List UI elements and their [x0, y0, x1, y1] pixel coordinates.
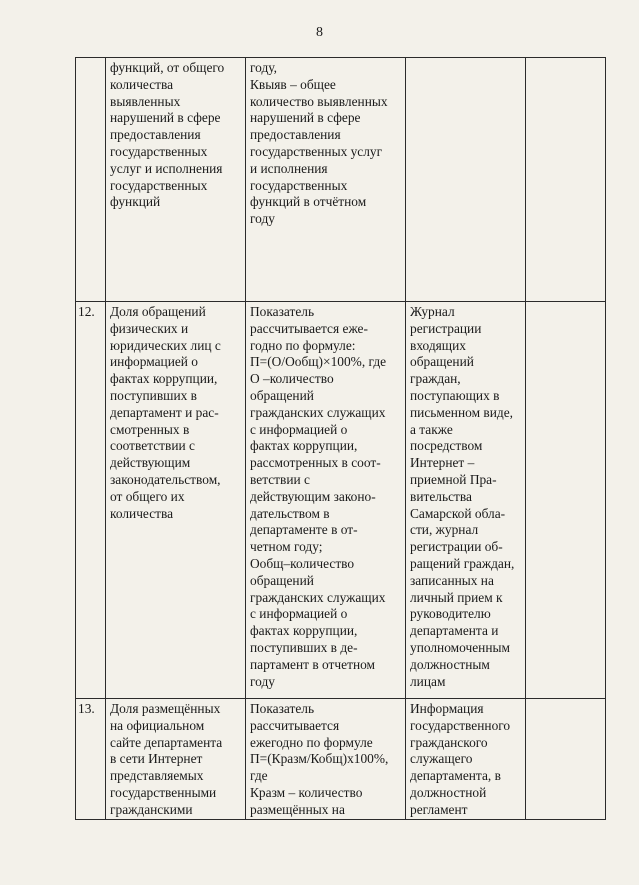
page-number: 8: [316, 25, 323, 40]
source-cell: [406, 58, 526, 302]
extra-cell: [526, 302, 606, 699]
formula-cell: Показатель рассчитывается еже- годно по формуле: П=(О/Ообщ)×100%, где О –количество обращений гражданских служащих с информацией о фактах коррупции, рассмотренных в соот- ветствии с действующим законо- дательством в департаменте в от- четном году; Ообщ–количество обращений гражданских служащих с информацией о фактах коррупции, поступивших в де- партамент в отчетном году: [246, 302, 406, 699]
source-cell: Информация государственного гражданского служащего департамента, в должностной регламент: [406, 699, 526, 820]
row-number-cell: 12.: [76, 302, 106, 699]
table-row: [76, 699, 606, 820]
indicator-name-cell: Доля размещённых на официальном сайте департамента в сети Интернет представляемых государственными гражданскими: [106, 699, 246, 820]
indicator-name-cell: Доля обращений физических и юридических лиц с информацией о фактах коррупции, поступивших в департамент и рас- смотренных в соответствии с действующим законодательством, от общего их количества: [106, 302, 246, 699]
formula-cell: году, Квыяв – общее количество выявленных нарушений в сфере предоставления государственных услуг и исполнения государственных функций в отчётном году: [246, 58, 406, 302]
extra-cell: [526, 699, 606, 820]
row-number-cell: 13.: [76, 699, 106, 820]
table-row: [76, 302, 606, 699]
row-number-cell: [76, 58, 106, 302]
indicator-name-cell: функций, от общего количества выявленных нарушений в сфере предоставления государственных услуг и исполнения государственных функций: [106, 58, 246, 302]
formula-cell: Показатель рассчитывается ежегодно по формуле П=(Кразм/Кобщ)х100%, где Кразм – количество размещённых на: [246, 699, 406, 820]
source-cell: Журнал регистрации входящих обращений граждан, поступающих в письменном виде, а также посредством Интернет – приемной Пра- вительства Самарской обла- сти, журнал регистрации об- ращений граждан, записанных на личный прием к руководителю департамента и уполномоченным должностным лицам: [406, 302, 526, 699]
indicators-table: [75, 57, 606, 820]
table-row: [76, 58, 606, 302]
extra-cell: [526, 58, 606, 302]
